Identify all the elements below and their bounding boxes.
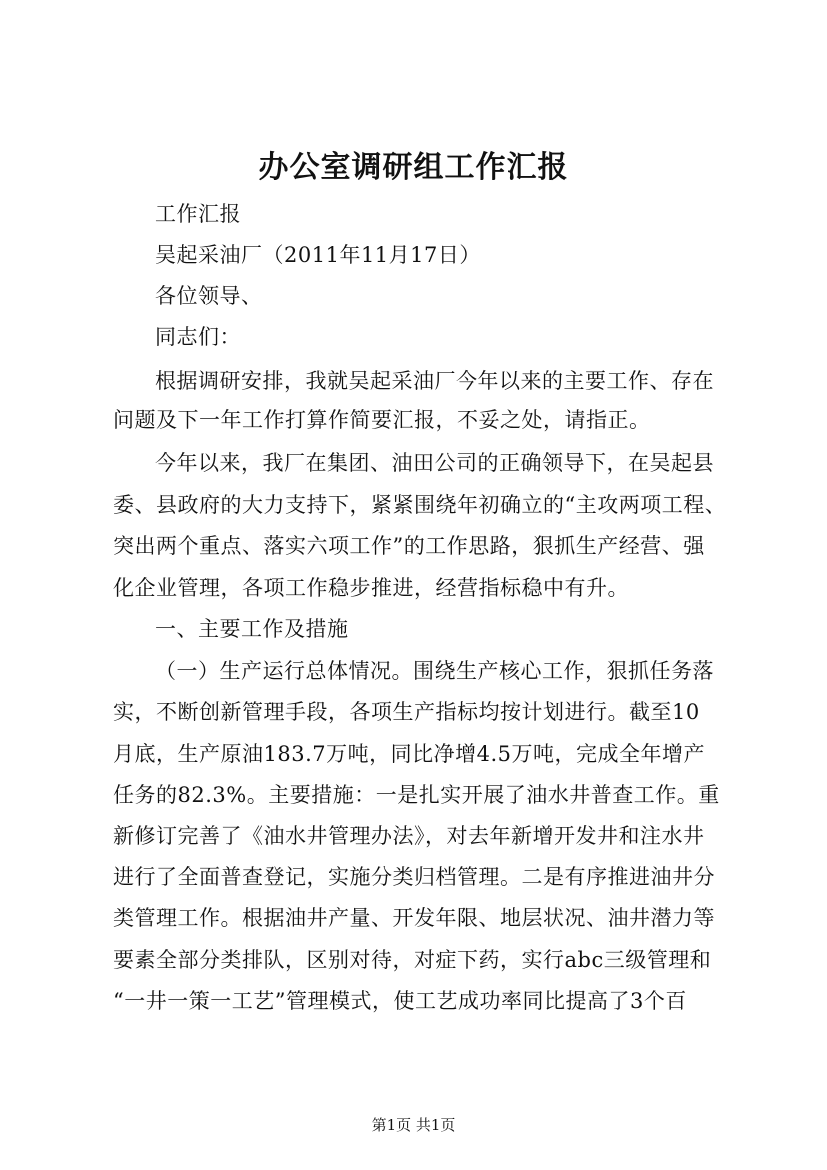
body-text-line: 实，不断创新管理手段，各项生产指标均按计划进行。截至10: [113, 700, 700, 724]
body-text-line: 要素全部分类排队，区别对待，对症下药，实行abc三级管理和: [113, 948, 712, 972]
document-title: 办公室调研组工作汇报: [258, 150, 569, 185]
salutation-line: 各位领导、: [155, 284, 263, 308]
body-text-line: 委、县政府的大力支持下，紧紧围绕年初确立的“主攻两项工程、: [113, 493, 727, 517]
body-text-line: 化企业管理，各项工作稳步推进，经营指标稳中有升。: [113, 576, 629, 600]
body-text-line: “一井一策一工艺”管理模式，使工艺成功率同比提高了3个百: [113, 989, 687, 1013]
body-text-line: 类管理工作。根据油井产量、开发年限、地层状况、油井潜力等: [113, 906, 715, 930]
body-text-line: （一）生产运行总体情况。围绕生产核心工作，狠抓任务落: [155, 659, 714, 683]
body-text-line: 今年以来，我厂在集团、油田公司的正确领导下，在吴起县: [155, 451, 714, 475]
subtitle-line: 工作汇报: [155, 202, 241, 226]
section-heading: 一、主要工作及措施: [155, 617, 349, 641]
salutation-line: 同志们：: [155, 325, 241, 349]
body-text-line: 问题及下一年工作打算作简要汇报，不妥之处，请指正。: [113, 408, 651, 432]
body-text-line: 任务的82.3%。主要措施：一是扎实开展了油水井普查工作。重: [113, 783, 720, 807]
body-text-line: 根据调研安排，我就吴起采油厂今年以来的主要工作、存在: [155, 369, 714, 393]
body-text-line: 突出两个重点、落实六项工作”的工作思路，狠抓生产经营、强: [113, 534, 705, 558]
author-date-line: 吴起采油厂（2011年11月17日）: [155, 243, 481, 267]
body-text-line: 新修订完善了《油水井管理办法》，对去年新增开发井和注水井: [113, 824, 705, 848]
body-text-line: 月底，生产原油183.7万吨，同比净增4.5万吨，完成全年增产: [113, 742, 706, 766]
body-text-line: 进行了全面普查登记，实施分类归档管理。二是有序推进油井分: [113, 865, 715, 889]
page-number: 第1页 共1页: [371, 1116, 456, 1134]
